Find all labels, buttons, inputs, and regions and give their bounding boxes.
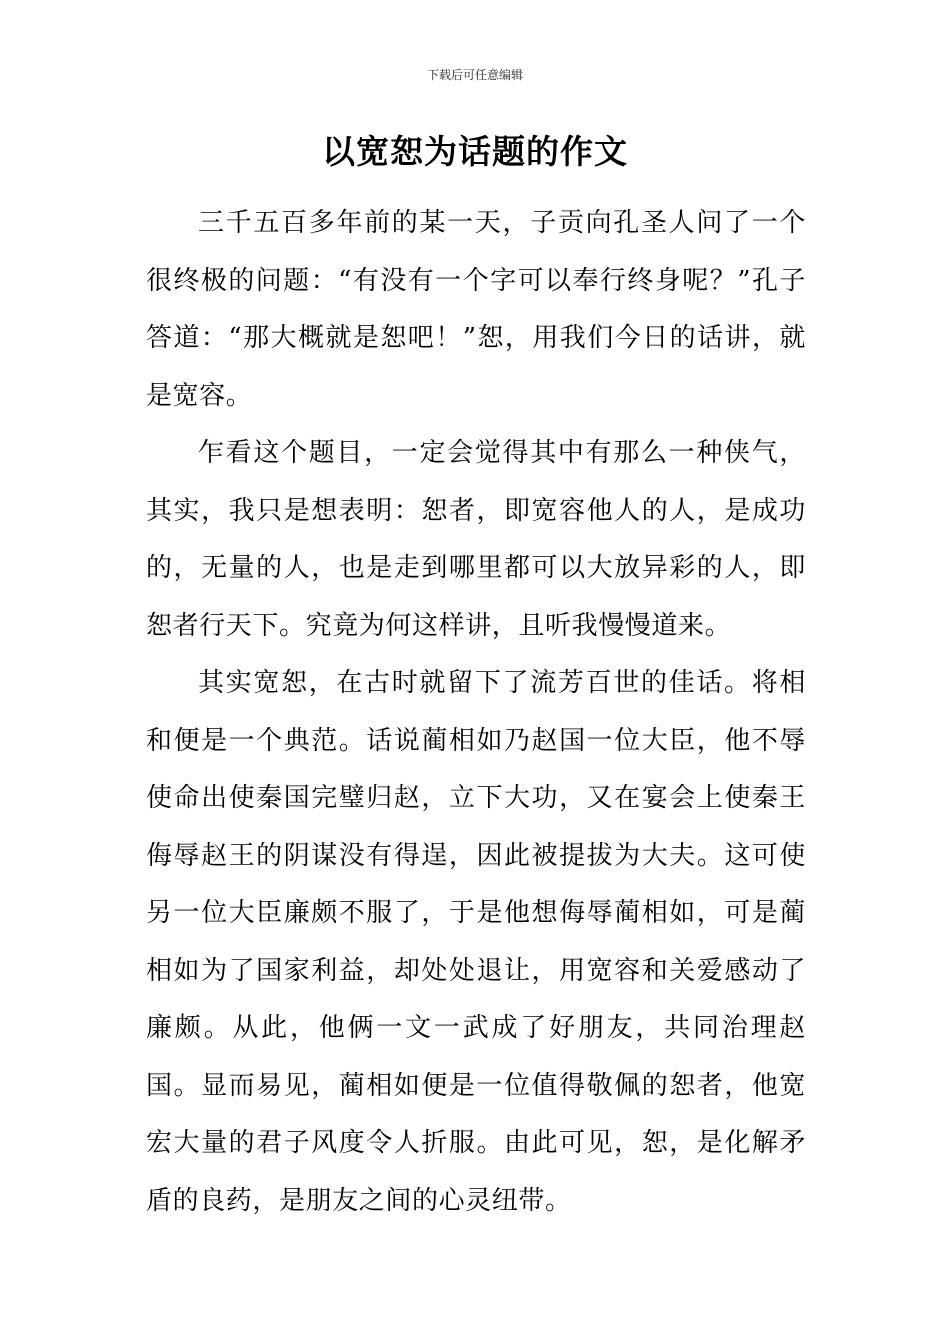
header-note: 下载后可任意编辑 bbox=[426, 68, 523, 82]
document-body bbox=[146, 195, 806, 1230]
paragraph: 其实宽恕，在古时就留下了流芳百世的佳话。将相和便是一个典范。话说蔺相如乃赵国一位大臣，他不辱使命出使秦国完璧归赵，立下大功，又在宴会上使秦王侮辱赵王的阴谋没有得逞，因此被提拔为大夫。这可使另一位大臣廉颇不服了，于是他想侮辱蔺相如，可是蔺相如为了国家利益，却处处退让，用宽容和关爱感动了廉颇。从此，他俩一文一武成了好朋友，共同治理赵国。显而易见，蔺相如便是一位值得敬佩的恕者，他宽宏大量的君子风度令人折服。由此可见，恕，是化解矛盾的良药，是朋友之间的心灵纽带。 bbox=[146, 668, 806, 1216]
document-title: 以宽恕为话题的作文 bbox=[322, 132, 628, 171]
paragraph: 乍看这个题目，一定会觉得其中有那么一种侠气，其实，我只是想表明：恕者，即宽容他人的人，是成功的，无量的人，也是走到哪里都可以大放异彩的人，即恕者行天下。究竟为何这样讲，且听我慢慢道来。 bbox=[146, 438, 806, 641]
paragraph: 三千五百多年前的某一天，子贡向孔圣人问了一个很终极的问题：“有没有一个字可以奉行终身呢？”孔子答道：“那大概就是恕吧！”恕，用我们今日的话讲，就是宽容。 bbox=[146, 208, 806, 411]
